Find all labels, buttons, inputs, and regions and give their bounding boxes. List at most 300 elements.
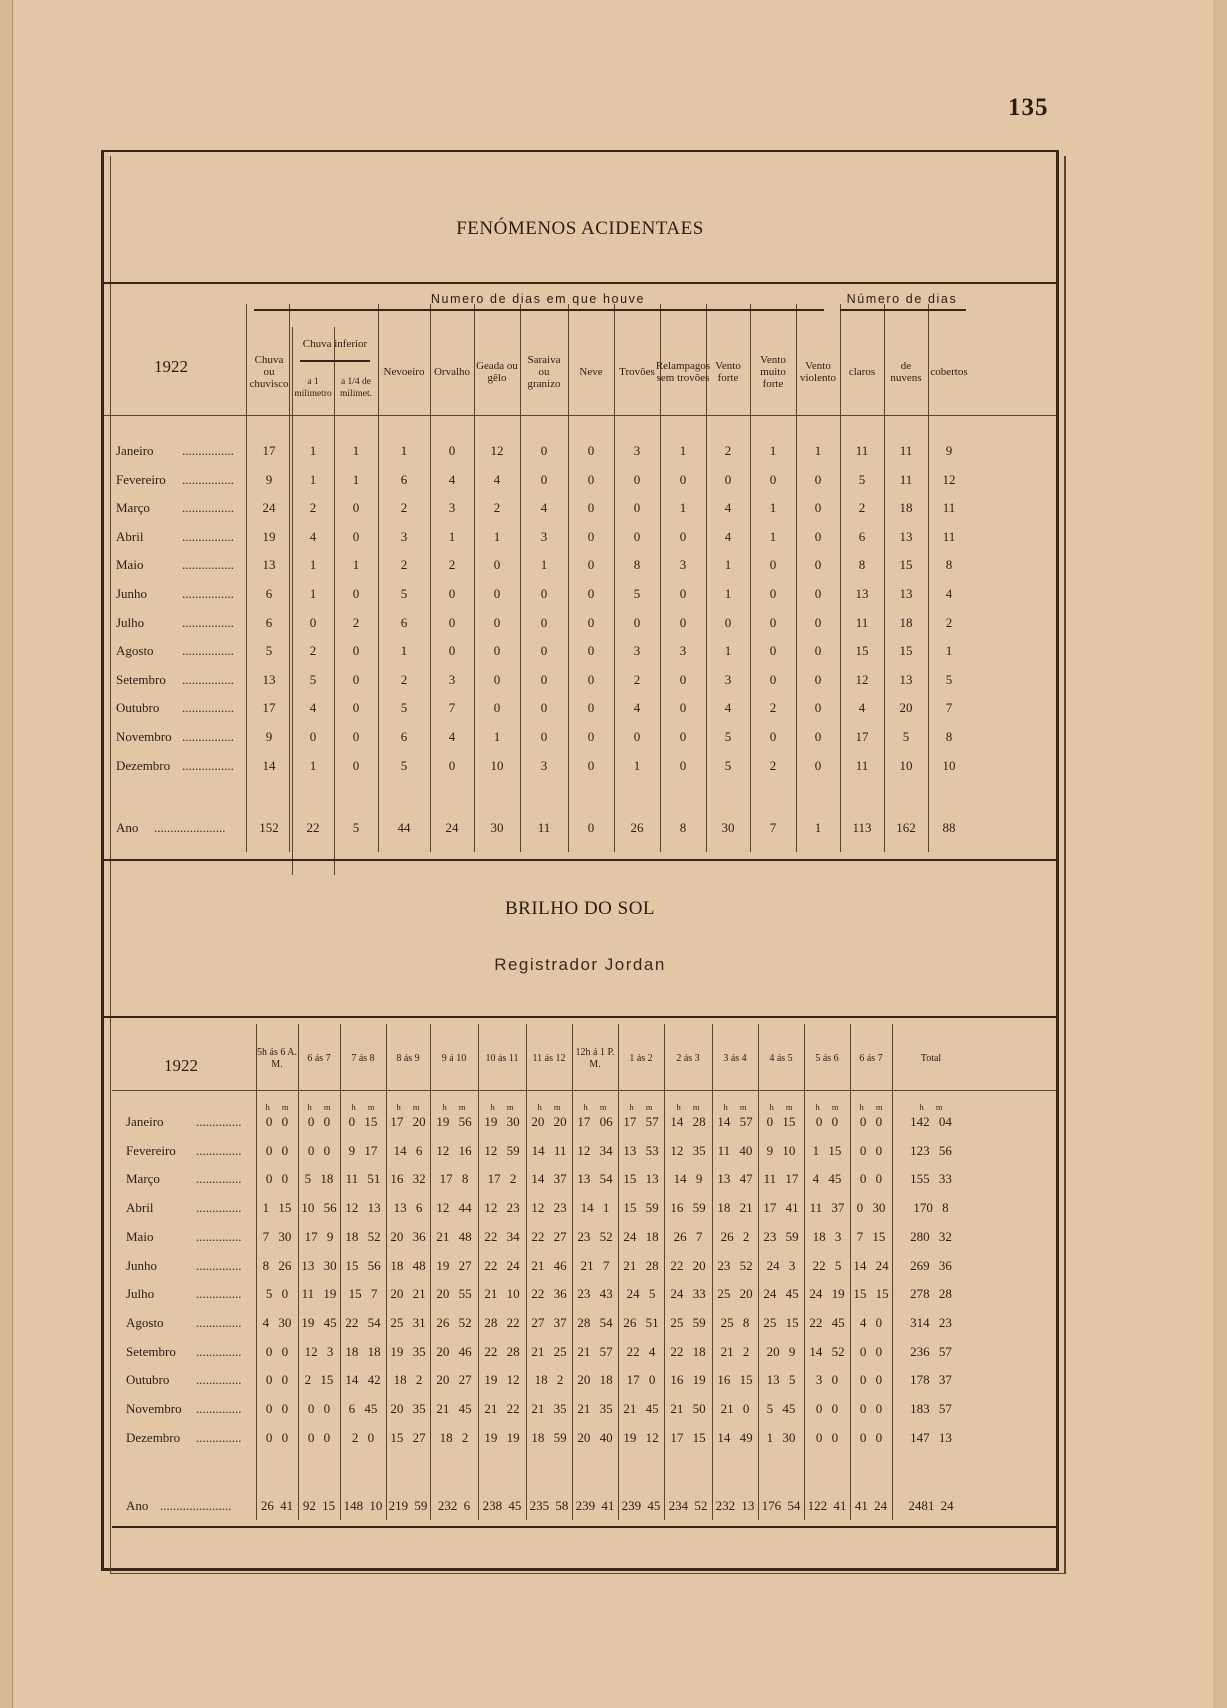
table1-cell: 2: [633, 671, 641, 687]
table1-cell: 2: [769, 757, 777, 773]
table1-cell: 0: [587, 671, 595, 687]
table1-cell: 19: [262, 528, 276, 544]
table2-cell: 5 45: [766, 1401, 796, 1416]
table2-cell: 22 28: [484, 1343, 520, 1359]
table2-cell: 17 0: [626, 1372, 656, 1388]
table1-cell: 0: [633, 614, 641, 630]
table1-total-cell: 162: [896, 820, 916, 835]
table1-cell: 0: [587, 528, 595, 544]
table2-cell: 22 54: [345, 1314, 381, 1330]
table2-unit-label: h m: [919, 1102, 943, 1112]
table1-total-cell: 22: [306, 820, 320, 835]
table2-column-header: 5h ás 6 A. M.: [257, 1047, 297, 1070]
table1-cell: 0: [540, 643, 548, 659]
table1-cell: 13: [899, 528, 913, 544]
table1-row-leader: ................: [182, 471, 234, 487]
table1-column-header: Nevoeiro: [383, 366, 425, 378]
table2-bottom-rule: [112, 1526, 1056, 1528]
table2-total-cell: 239 41: [575, 1498, 615, 1513]
table1-row-label: Janeiro: [116, 443, 154, 458]
table1-cell: 0: [769, 586, 777, 601]
table2-cell: 21 28: [623, 1257, 659, 1273]
table1-column-header: Neve: [579, 366, 603, 378]
table2-row-leader: ..............: [196, 1142, 242, 1158]
table2-cell: 2 15: [304, 1372, 334, 1388]
table1-column-header: Relampagos sem trovões: [655, 360, 711, 384]
table2-unit-label: h m: [769, 1102, 793, 1112]
table1-total-cell: 24: [445, 820, 459, 835]
table1-cell: 0: [309, 729, 317, 744]
table1-cell: 0: [352, 586, 360, 601]
table1-cell: 1: [724, 557, 732, 573]
table1-row-leader: ................: [182, 700, 234, 716]
table1-cell: 3: [679, 557, 687, 573]
table2-row-label: Junho: [126, 1257, 158, 1273]
table1-cell: 6: [265, 586, 273, 601]
table1-cell: 4: [945, 586, 953, 601]
table1-cell: 0: [309, 614, 317, 630]
table2-cell: 22 5: [812, 1257, 842, 1273]
table2-cell: 28 54: [577, 1314, 613, 1330]
table2-total-cell: 176 54: [761, 1498, 801, 1513]
table1-cell: 0: [814, 586, 822, 601]
table2-cell: 0 0: [265, 1429, 289, 1445]
table1-cell: 2: [448, 557, 456, 573]
table2-column-header: 5 ás 6: [815, 1053, 839, 1064]
table1-column-header: Vento forte: [715, 360, 741, 384]
table2-cell: 5 18: [304, 1171, 334, 1187]
table1-column-header: claros: [848, 366, 876, 378]
table2-row-leader: ..............: [196, 1257, 242, 1273]
table2-cell: 21 10: [484, 1286, 520, 1302]
table1-row-label: Agosto: [116, 643, 154, 659]
table1-cell: 1: [309, 443, 317, 458]
table2-cell: 25 15: [763, 1314, 799, 1330]
table1-cell: 1: [769, 500, 777, 516]
table2-row-label: Outubro: [126, 1372, 170, 1388]
table2-cell: 20 21: [390, 1286, 426, 1302]
table2-cell: 22 45: [809, 1314, 845, 1330]
table2-cell: 269 36: [910, 1257, 952, 1273]
table2-cell: 0 0: [815, 1114, 839, 1129]
table2-total-cell: 92 15: [302, 1498, 336, 1513]
table1-cell: 5: [265, 643, 273, 659]
table1-row-label: Julho: [116, 614, 145, 630]
table2-cell: 20 20: [531, 1114, 567, 1129]
table2-cell: 20 9: [766, 1343, 796, 1359]
table1-cell: 0: [352, 528, 360, 544]
table2-cell: 14 52: [809, 1343, 845, 1359]
table1-cell: 0: [633, 471, 641, 487]
table2-cell: 13 53: [623, 1142, 659, 1158]
table2-cell: 0 0: [859, 1171, 883, 1187]
table1-cell: 8: [945, 729, 953, 744]
table2-unit-label: h m: [815, 1102, 839, 1112]
table1-row-label: Maio: [116, 557, 144, 573]
table2-cell: 22 27: [531, 1228, 567, 1244]
table2-cell: 13 5: [766, 1372, 796, 1388]
table1-cell: 10: [490, 757, 504, 773]
table1-cell: 0: [352, 729, 360, 744]
table2-row-leader: ..............: [196, 1429, 242, 1445]
table1-cell: 0: [448, 586, 456, 601]
table2-cell: 24 33: [670, 1286, 706, 1302]
table2-cell: 19 19: [484, 1429, 520, 1445]
table1-total-cell: 152: [259, 820, 279, 835]
table1-group-brace: [254, 309, 824, 311]
table2-cell: 15 27: [390, 1429, 426, 1445]
table1-cell: 0: [352, 757, 360, 773]
table1-cell: 1: [448, 528, 456, 544]
table2-cell: 21 45: [623, 1401, 659, 1416]
table2-cell: 0 15: [348, 1114, 378, 1129]
table1-cell: 2: [945, 614, 953, 630]
table1-cell: 2: [309, 643, 317, 659]
table1-cell: 0: [679, 471, 687, 487]
table2-cell: 20 46: [436, 1343, 472, 1359]
table2-cell: 14 1: [580, 1200, 610, 1216]
table1-cell: 5: [902, 729, 910, 744]
table1-cell: 0: [814, 671, 822, 687]
table1-cell: 1: [309, 557, 317, 573]
table1-cell: 1: [400, 443, 408, 458]
table2-cell: 0 0: [307, 1401, 331, 1416]
table2-cell: 4 30: [262, 1314, 292, 1330]
table2-cell: 15 13: [623, 1171, 659, 1187]
table1-row-label: Junho: [116, 586, 148, 601]
table2-cell: 26 52: [436, 1314, 472, 1330]
table1-cell: 0: [540, 729, 548, 744]
table2-column-header: 7 ás 8: [351, 1053, 375, 1064]
table2-cell: 17 06: [577, 1114, 613, 1129]
table2-cell: 19 12: [623, 1429, 659, 1445]
table2-row-leader: ......................: [160, 1498, 232, 1513]
table2-row-label: Setembro: [126, 1343, 176, 1359]
table1-row-label: Abril: [116, 528, 144, 544]
table2-cell: 15 15: [853, 1286, 889, 1302]
table2-cell: 0 15: [766, 1114, 796, 1129]
table1-cell: 0: [679, 671, 687, 687]
table1-cell: 0: [814, 700, 822, 716]
table2-cell: 20 18: [577, 1372, 613, 1388]
table2-row-label: Dezembro: [126, 1429, 181, 1445]
table2-cell: 23 52: [717, 1257, 753, 1273]
table1-cell: 0: [493, 557, 501, 573]
table2-unit-label: h m: [351, 1102, 375, 1112]
table1-row-leader: ................: [182, 443, 234, 458]
table1-cell: 4: [724, 700, 732, 716]
table1-cell: 3: [540, 528, 548, 544]
table1-cell: 4: [493, 471, 501, 487]
table2-cell: 183 57: [910, 1401, 952, 1416]
table1-cell: 0: [633, 500, 641, 516]
table2-cell: 12 23: [484, 1200, 520, 1216]
table2-cell: 0 0: [859, 1372, 883, 1388]
table1-cell: 1: [945, 643, 953, 659]
table1-cell: 5: [724, 757, 732, 773]
table2-cell: 20 55: [436, 1286, 472, 1302]
table1-cell: 0: [814, 729, 822, 744]
table1-cell: 11: [942, 528, 956, 544]
table2-cell: 24 5: [626, 1286, 656, 1302]
table1-cell: 0: [724, 614, 732, 630]
table1-cell: 4: [633, 700, 641, 716]
table1-cell: 8: [945, 557, 953, 573]
table2-cell: 15 56: [345, 1257, 381, 1273]
table1-cell: 6: [858, 528, 866, 544]
table2-cell: 11 37: [809, 1200, 845, 1216]
table2-row-leader: ..............: [196, 1171, 242, 1187]
table2-cell: 147 13: [910, 1429, 952, 1445]
table2-header-rule: [112, 1090, 1056, 1091]
table2-row-label: Agosto: [126, 1314, 164, 1330]
table2-cell: 14 57: [717, 1114, 753, 1129]
table1-cell: 0: [769, 643, 777, 659]
table1-cell: 11: [855, 443, 869, 458]
table2-cell: 23 59: [763, 1228, 799, 1244]
table2-cell: 2 0: [351, 1429, 375, 1445]
table2-cell: 1 30: [766, 1429, 796, 1445]
table2-cell: 26 2: [720, 1228, 750, 1244]
table2-cell: 18 59: [531, 1429, 567, 1445]
table2-cell: 19 35: [390, 1343, 426, 1359]
table2-cell: 21 25: [531, 1343, 567, 1359]
table2-unit-label: h m: [490, 1102, 514, 1112]
table2-cell: 0 0: [859, 1114, 883, 1129]
table1-cell: 0: [587, 729, 595, 744]
table2-cell: 26 51: [623, 1314, 659, 1330]
table2-cell: 3 0: [815, 1372, 839, 1388]
table1-cell: 0: [587, 443, 595, 458]
table1-cell: 0: [540, 671, 548, 687]
table1-cell: 2: [400, 557, 408, 573]
table2-cell: 14 9: [673, 1171, 703, 1187]
table1-cell: 5: [400, 586, 408, 601]
table1-cell: 1: [679, 500, 687, 516]
table1-cell: 3: [679, 643, 687, 659]
table1-total-cell: 30: [490, 820, 504, 835]
table1-cell: 0: [814, 557, 822, 573]
table2-cell: 314 23: [910, 1314, 952, 1330]
table2-cell: 14 37: [531, 1171, 567, 1187]
table2-cell: 1 15: [812, 1142, 842, 1158]
table2-cell: 19 56: [436, 1114, 472, 1129]
table1-cell: 2: [858, 500, 866, 516]
table1-cell: 1: [724, 643, 732, 659]
chuva-inferior-header: Chuva inferior: [302, 338, 368, 350]
table1-cell: 17: [855, 729, 869, 744]
table1-cell: 5: [400, 757, 408, 773]
table1-column-header: Geada ou gêlo: [476, 360, 518, 384]
table2-cell: 12 59: [484, 1142, 520, 1158]
table2-total-cell: 2481 24: [908, 1498, 954, 1513]
table2-cell: 0 0: [265, 1171, 289, 1187]
table1-cell: 14: [262, 757, 276, 773]
table1-cell: 0: [587, 643, 595, 659]
table1-cell: 3: [724, 671, 732, 687]
table1-cell: 12: [490, 443, 504, 458]
table1-cell: 4: [540, 500, 548, 516]
table1-group-brace: [840, 309, 966, 311]
table1-row-label: Dezembro: [116, 757, 171, 773]
table1-cell: 0: [587, 757, 595, 773]
table2-cell: 0 0: [265, 1142, 289, 1158]
table1-cell: 5: [724, 729, 732, 744]
table2-row-label: Julho: [126, 1286, 155, 1302]
table2-cell: 19 30: [484, 1114, 520, 1129]
table1-column-header: de nuvens: [890, 360, 922, 384]
table1-cell: 10: [899, 757, 913, 773]
table1-cell: 8: [633, 557, 641, 573]
table1-cell: 3: [448, 500, 456, 516]
table1-cell: 1: [309, 471, 317, 487]
table2-cell: 21 50: [670, 1401, 706, 1416]
table2-cell: 21 46: [531, 1257, 567, 1273]
table2-cell: 21 22: [484, 1401, 520, 1416]
table1-cell: 0: [493, 643, 501, 659]
table2-cell: 20 27: [436, 1372, 472, 1388]
table2-cell: 155 33: [910, 1171, 952, 1187]
table1-cell: 2: [493, 500, 501, 516]
table2-cell: 22 36: [531, 1286, 567, 1302]
table2-column-header: 1 ás 2: [629, 1053, 653, 1064]
table2-total-cell: 239 45: [621, 1498, 661, 1513]
table1-cell: 24: [262, 500, 276, 516]
table1-total-cell: 5: [352, 820, 360, 835]
table1-column-header: Saraiva ou granizo: [527, 354, 561, 390]
table2-cell: 0 0: [859, 1401, 883, 1416]
table2-cell: 5 0: [265, 1286, 289, 1302]
table2-top-rule: [104, 1016, 1056, 1018]
table1-cell: 11: [855, 614, 869, 630]
table2-cell: 28 22: [484, 1314, 520, 1330]
table1-cell: 2: [400, 671, 408, 687]
table1-cell: 13: [262, 671, 276, 687]
table1-cell: 4: [448, 729, 456, 744]
table1-cell: 5: [400, 700, 408, 716]
table2-unit-label: h m: [629, 1102, 653, 1112]
table2-cell: 12 23: [531, 1200, 567, 1216]
table2-cell: 17 8: [439, 1171, 469, 1187]
table2-cell: 14 24: [853, 1257, 889, 1273]
table2-cell: 13 54: [577, 1171, 613, 1187]
table1-cell: 0: [679, 586, 687, 601]
table2-cell: 25 59: [670, 1314, 706, 1330]
table1-total-cell: 11: [537, 820, 551, 835]
table1-cell: 0: [724, 471, 732, 487]
table2-cell: 0 0: [859, 1429, 883, 1445]
table2-unit-label: h m: [265, 1102, 289, 1112]
table1-cell: 0: [633, 528, 641, 544]
table1-cell: 9: [945, 443, 953, 458]
table1-row-label: Outubro: [116, 700, 160, 716]
table1-cell: 15: [899, 557, 913, 573]
table2-cell: 24 19: [809, 1286, 845, 1302]
table1-cell: 6: [400, 729, 408, 744]
table2-cell: 9 10: [766, 1142, 796, 1158]
table2-column-header: 6 ás 7: [859, 1053, 883, 1064]
table1-row-leader: ................: [182, 586, 234, 601]
table2-cell: 21 35: [577, 1401, 613, 1416]
table1-cell: 11: [899, 471, 913, 487]
table2-column-header: 12h á 1 P. M.: [575, 1047, 615, 1070]
table1-cell: 0: [587, 586, 595, 601]
table1-cell: 11: [942, 500, 956, 516]
table2-row-label: Novembro: [126, 1401, 182, 1416]
table1-cell: 0: [814, 528, 822, 544]
table2-cell: 0 0: [307, 1429, 331, 1445]
table1-cell: 5: [858, 471, 866, 487]
table1-column-header: Chuva ou chuvisco: [249, 354, 289, 390]
table1-cell: 0: [814, 757, 822, 773]
table2-cell: 17 15: [670, 1429, 706, 1445]
table1-row-leader: ................: [182, 500, 234, 516]
table1-cell: 0: [587, 614, 595, 630]
table2-cell: 18 48: [390, 1257, 426, 1273]
table1-cell: 15: [855, 643, 869, 659]
table1-column-header: Trovões: [619, 366, 655, 378]
table2-cell: 21 35: [531, 1401, 567, 1416]
table2-row-label: Abril: [126, 1200, 154, 1216]
table1-group-header-days: Numero de dias em que houve: [430, 292, 646, 306]
table2-unit-label: h m: [307, 1102, 331, 1112]
table1-cell: 1: [633, 757, 641, 773]
table2-total-cell: 26 41: [260, 1498, 294, 1513]
table2-cell: 11 19: [301, 1286, 337, 1302]
table1-cell: 0: [679, 757, 687, 773]
table2-cell: 0 30: [856, 1200, 886, 1216]
table1-cell: 4: [309, 528, 317, 544]
table1-cell: 12: [942, 471, 956, 487]
table2-unit-label: h m: [537, 1102, 561, 1112]
table2-cell: 280 32: [910, 1228, 952, 1244]
table2-cell: 20 36: [390, 1228, 426, 1244]
table1-total-label: Ano: [116, 820, 139, 835]
table2-cell: 16 59: [670, 1200, 706, 1216]
table2-cell: 0 0: [815, 1401, 839, 1416]
table2-total-cell: 232 13: [715, 1498, 755, 1513]
table1-cell: 1: [679, 443, 687, 458]
table1-row-leader: ......................: [154, 820, 226, 835]
table1-total-cell: 7: [769, 820, 777, 835]
table2-cell: 15 59: [623, 1200, 659, 1216]
table2-cell: 19 27: [436, 1257, 472, 1273]
table1-cell: 1: [309, 757, 317, 773]
table2-row-leader: ..............: [196, 1286, 242, 1302]
table1-cell: 1: [493, 729, 501, 744]
table1-cell: 1: [493, 528, 501, 544]
table2-cell: 0 0: [265, 1343, 289, 1359]
table2-cell: 18 21: [717, 1200, 753, 1216]
table1-row-leader: ................: [182, 557, 234, 573]
tables-frame: [101, 150, 1059, 1571]
table2-row-label: Janeiro: [126, 1114, 164, 1129]
table1-cell: 0: [814, 471, 822, 487]
table1-header-rule: [104, 415, 1056, 416]
table2-total-cell: 219 59: [388, 1498, 428, 1513]
table1-cell: 3: [633, 443, 641, 458]
table1-cell: 0: [540, 443, 548, 458]
table2-subtitle: Registrador Jordan: [494, 955, 666, 974]
table2-cell: 21 2: [720, 1343, 750, 1359]
table2-cell: 22 20: [670, 1257, 706, 1273]
table2-cell: 13 47: [717, 1171, 753, 1187]
table1-cell: 12: [855, 671, 869, 687]
table1-cell: 13: [262, 557, 276, 573]
table1-row-label: Setembro: [116, 671, 166, 687]
table1-column-header: Vento violento: [799, 360, 837, 384]
table1-cell: 10: [942, 757, 956, 773]
